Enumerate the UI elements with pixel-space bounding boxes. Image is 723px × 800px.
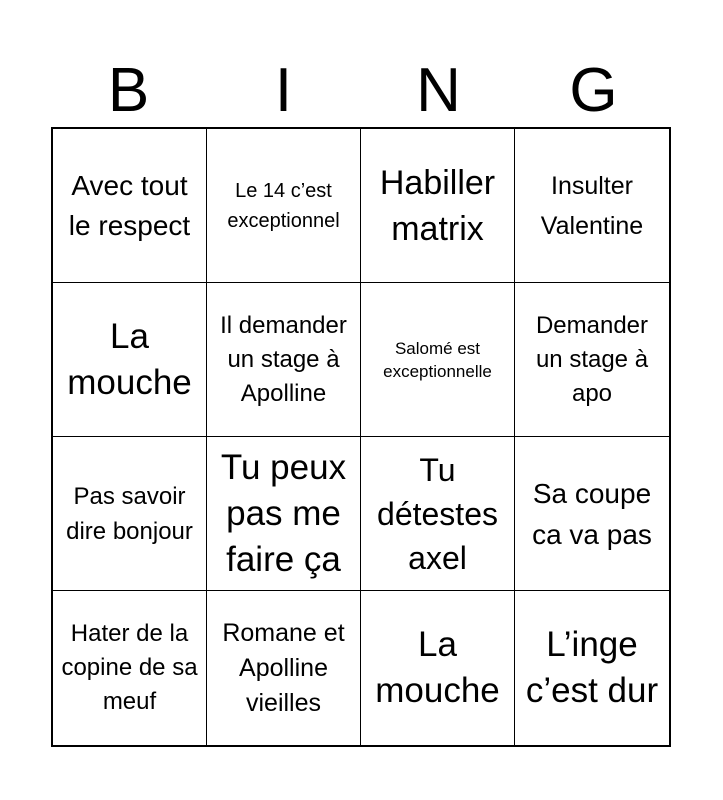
bingo-grid: [51, 127, 671, 747]
header-letter-b: B: [107, 56, 150, 125]
bingo-cell[interactable]: [207, 129, 361, 283]
bingo-cell[interactable]: [207, 591, 361, 745]
bingo-cell[interactable]: [515, 437, 669, 591]
bingo-cell-text: La mouche: [375, 625, 500, 710]
bingo-cell[interactable]: [207, 437, 361, 591]
bingo-header: [51, 56, 671, 126]
bingo-cell-text: Sa coupe ca va pas: [532, 477, 652, 550]
bingo-cell[interactable]: [361, 591, 515, 745]
bingo-cell[interactable]: [515, 283, 669, 437]
bingo-cell[interactable]: [207, 283, 361, 437]
bingo-cell-text: Hater de la copine de sa meuf: [61, 620, 198, 715]
bingo-cell[interactable]: [515, 591, 669, 745]
bingo-cell[interactable]: [515, 129, 669, 283]
bingo-cell-text: Avec tout le respect: [68, 169, 191, 241]
bingo-cell-text: Le 14 c’est exceptionnel: [227, 179, 340, 232]
header-letter-n: N: [416, 56, 461, 125]
bingo-cell[interactable]: [53, 129, 207, 283]
bingo-cell-text: Habiller matrix: [379, 163, 496, 248]
bingo-cell[interactable]: [361, 283, 515, 437]
bingo-cell-text: Romane et Apolline vieilles: [222, 618, 345, 717]
bingo-cell-text: Tu peux pas me faire ça: [220, 447, 347, 579]
header-letter-g: G: [569, 56, 618, 125]
bingo-cell-text: Tu détestes axel: [377, 451, 498, 576]
bingo-cell-text: Salomé est exceptionnelle: [383, 338, 492, 381]
bingo-cell[interactable]: [53, 437, 207, 591]
bingo-cell[interactable]: [53, 283, 207, 437]
bingo-cell-text: La mouche: [67, 316, 192, 402]
bingo-cell-text: Insulter Valentine: [540, 171, 644, 240]
bingo-cell-text: Demander un stage à apo: [535, 311, 649, 407]
bingo-cell[interactable]: [361, 437, 515, 591]
bingo-cell[interactable]: [361, 129, 515, 283]
bingo-cell-text: L’inge c’est dur: [525, 625, 659, 710]
header-letter-i: I: [274, 56, 293, 125]
bingo-cell[interactable]: [53, 591, 207, 745]
bingo-cell-text: Il demander un stage à Apolline: [220, 311, 347, 407]
bingo-cell-text: Pas savoir dire bonjour: [66, 482, 193, 545]
